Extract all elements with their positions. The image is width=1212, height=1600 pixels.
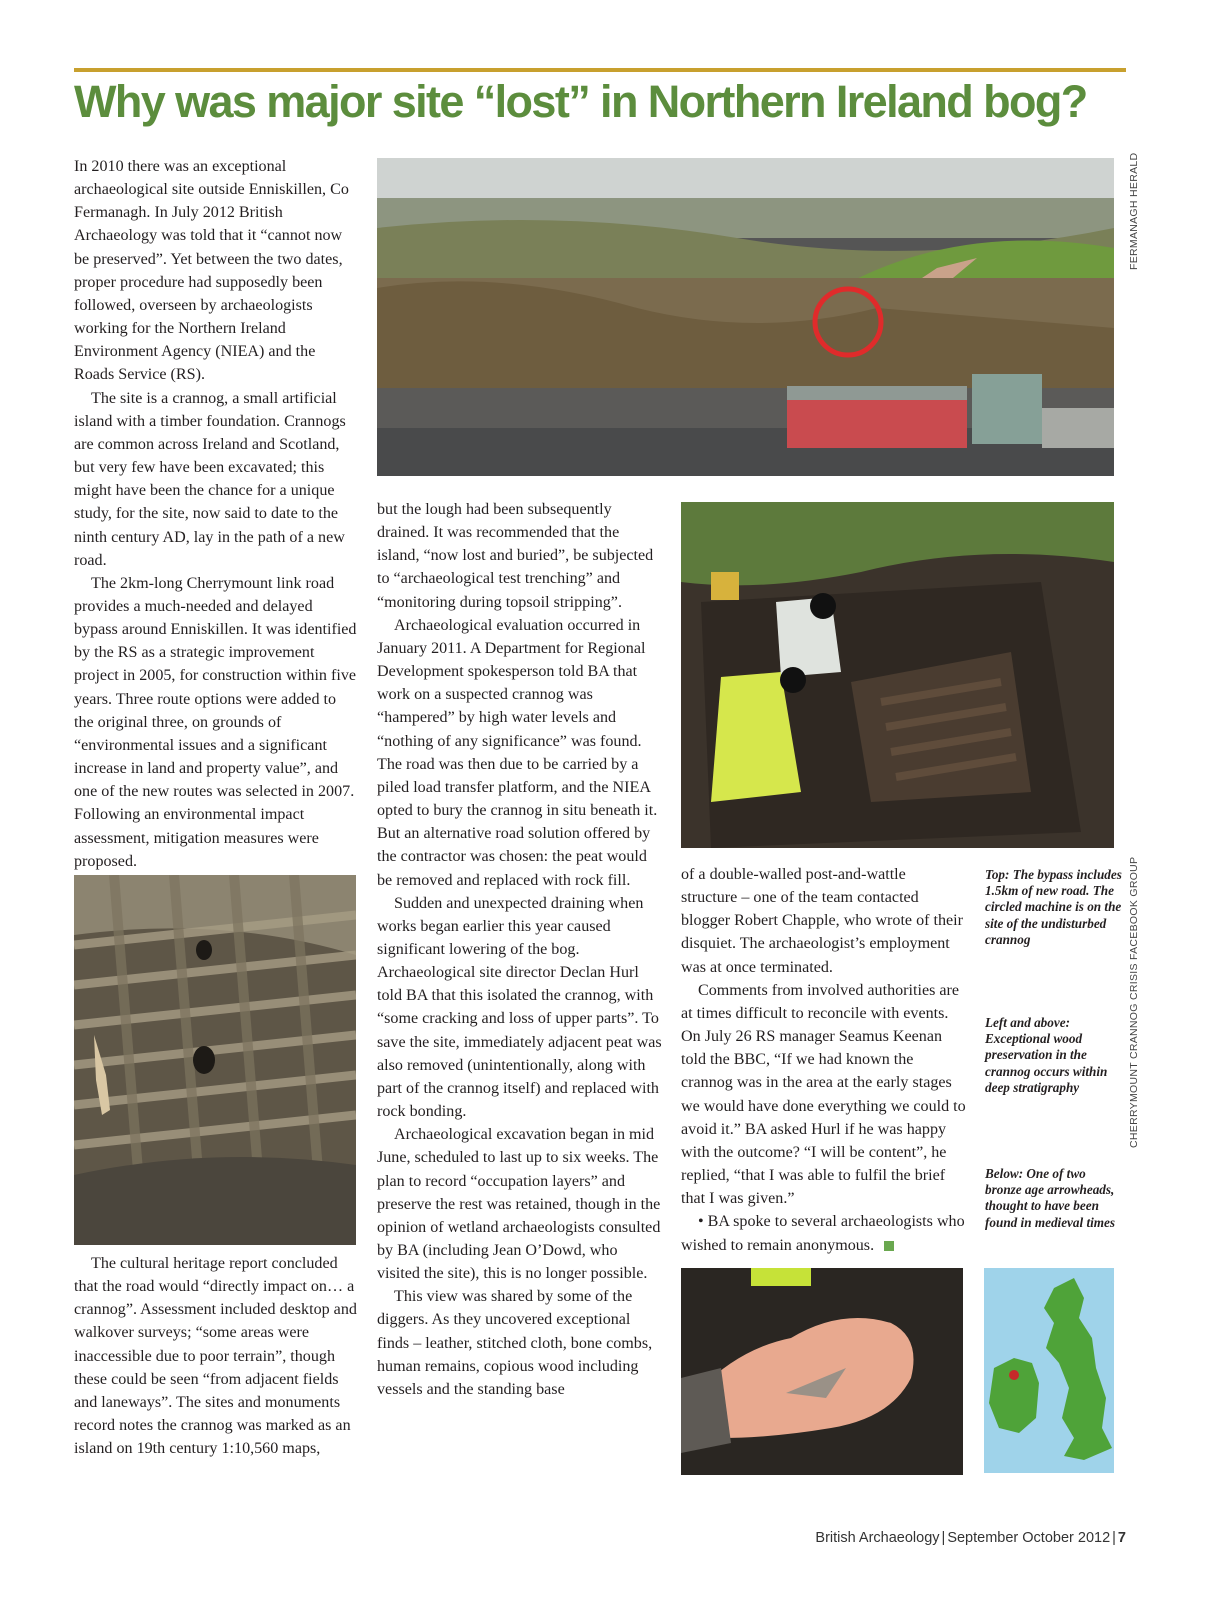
paragraph: The 2km-long Cherrymount link road provides a much-needed and delayed bypass around Enniskillen. It was identified by the RS as a strategic improvement project in 2005, for construction within five years. Three route options were added to the original three, on grounds of “environmental issues and a significant increase in land and property value”, and one of the new routes was selected in 2007. Following an environmental impact assessment, mitigation measures were proposed. bbox=[74, 574, 357, 870]
column-1-bottom bbox=[74, 1252, 359, 1460]
column-3 bbox=[681, 863, 966, 1257]
page-footer bbox=[815, 1530, 1126, 1546]
headline: Why was major site “lost” in Northern Ireland bog? bbox=[74, 76, 1087, 127]
issue-date: September October 2012 bbox=[947, 1530, 1111, 1546]
paragraph: The cultural heritage report concluded that the road would “directly impact on… a crannog”. Assessment included desktop and walkover surveys; “some areas were inaccessible due to poor terrain”, though these could be seen “from adjacent fields and laneways”. The sites and monuments record notes the crannog was marked as an island on 19th century 1:10,560 maps, bbox=[74, 1255, 357, 1458]
headline-rule bbox=[74, 68, 1126, 72]
paragraph: Archaeological evaluation occurred in January 2011. A Department for Regional Development spokesperson told BA that work on a suspected crannog was “hampered” by high water levels and “nothing of any significance” was found. The road was then due to be carried by a piled load transfer platform, and the NIEA opted to bury the crannog in situ beneath it. But an alternative road solution offered by the contractor was chosen: the peat would be removed and replaced with rock fill. bbox=[377, 616, 658, 889]
paragraph: Comments from involved authorities are at times difficult to reconcile with events. On July 26 RS manager Seamus Keenan told the BBC, “If we had known the crannog was in the area at the early stages we would have done everything we could to avoid it.” BA asked Hurl if he was happy with the outcome? “I will be content”, he replied, “that I was able to fulfil the brief that I was given.” bbox=[681, 981, 966, 1208]
photo-excavation-trench bbox=[681, 502, 1114, 848]
publication-name: British Archaeology bbox=[815, 1530, 940, 1546]
note-text: • BA spoke to several archaeologists who wished to remain anonymous. bbox=[681, 1213, 965, 1254]
paragraph: Sudden and unexpected draining when works began earlier this year caused significant lowering of the bog. Archaeological site director Declan Hurl told BA that this isolated the crannog, with “some cracking and loss of upper parts”. To save the site, immediately adjacent peat was also removed (unintentionally, along with part of the crannog itself) and replaced with rock bonding. bbox=[377, 894, 662, 1121]
paragraph: The site is a crannog, a small artificial island with a timber foundation. Crannogs are common across Ireland and Scotland, but very few have been excavated; this might have been the chance for a unique study, for the site, now said to date to the ninth century AD, lay in the path of a new road. bbox=[74, 389, 346, 569]
photo-bypass-landscape bbox=[377, 158, 1114, 476]
paragraph: This view was shared by some of the diggers. As they uncovered exceptional finds – leather, stitched cloth, bone combs, human remains, copious wood including vessels and the standing base bbox=[377, 1288, 653, 1398]
paragraph-note bbox=[681, 1210, 966, 1256]
photo-wattle-wood bbox=[74, 875, 356, 1245]
end-mark-icon bbox=[884, 1241, 894, 1251]
paragraph: of a double-walled post-and-wattle structure – one of the team contacted blogger Robert Chapple, who wrote of their disquiet. The archaeologist’s employment was at once terminated. bbox=[681, 866, 964, 976]
footer-separator: | bbox=[941, 1530, 946, 1546]
paragraph: Archaeological excavation began in mid June, scheduled to last up to six weeks. The plan to record “occupation layers” and preserve the rest was retained, though in the opinion of wetland archaeologists consulted by BA (including Jean O’Dowd, who visited the site), this is no longer possible. bbox=[377, 1126, 661, 1283]
column-1-top bbox=[74, 155, 359, 873]
caption-top: Top: The bypass includes 1.5km of new road. The circled machine is on the site of the undisturbed crannog bbox=[985, 867, 1122, 947]
caption-left-above: Left and above: Exceptional wood preservation in the crannog occurs within deep stratigraphy bbox=[985, 1015, 1108, 1095]
photo-credit-top: FERMANAGH HERALD bbox=[1128, 152, 1140, 270]
page-number: 7 bbox=[1117, 1530, 1126, 1546]
column-2 bbox=[377, 498, 662, 1401]
footer-separator: | bbox=[1112, 1530, 1116, 1546]
caption-below: Below: One of two bronze age arrowheads, thought to have been found in medieval times bbox=[985, 1166, 1116, 1230]
photo-credit-side: CHERRYMOUNT CRANNOG CRISIS FACEBOOK GROUP bbox=[1128, 856, 1140, 1148]
photo-arrowhead-hand bbox=[681, 1268, 963, 1475]
paragraph: but the lough had been subsequently drained. It was recommended that the island, “now lost and buried”, be subjected to “archaeological test trenching” and “monitoring during topsoil stripping”. bbox=[377, 501, 654, 611]
paragraph: In 2010 there was an exceptional archaeological site outside Enniskillen, Co Fermanagh. In July 2012 British Archaeology was told that it “cannot now be preserved”. Yet between the two dates, proper procedure had supposedly been followed, overseen by archaeologists working for the Northern Ireland Environment Agency (NIEA) and the Roads Service (RS). bbox=[74, 158, 349, 384]
map-ireland-britain bbox=[984, 1268, 1114, 1473]
